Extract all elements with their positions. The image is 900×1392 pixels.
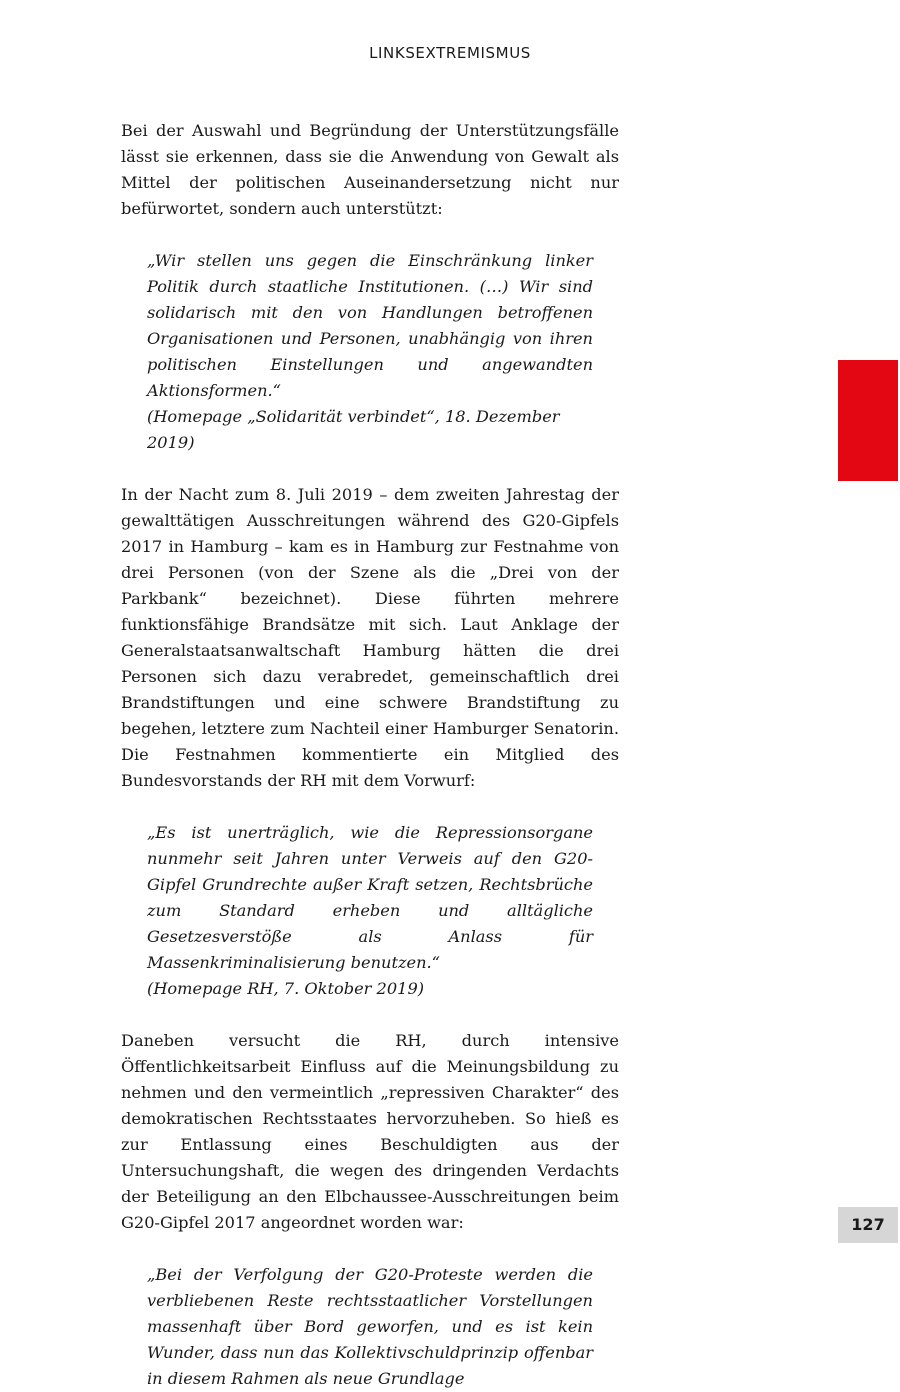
paragraph-3: Daneben versucht die RH, durch intensive Öffentlichkeitsarbeit Einfluss auf die Meinungsbildung zu nehmen und den vermeintlich „repressiven Charakter“ des demokratischen Rechtsstaates hervorzuheben. So hieß es zur Entlassung eines Beschuldigten aus der Untersuchungshaft, die wegen des dringenden Verdachts der Beteiligung an den Elbchaussee-Ausschreitungen beim G20-Gipfel 2017 angeordnet worden war: xyxy=(121,1031,619,1232)
block-quote-1 xyxy=(121,248,619,456)
quote-3-text: „Bei der Verfolgung der G20-Proteste werden die verbliebenen Reste rechtsstaatlicher Vorstellungen massenhaft über Bord geworfen, und es ist kein Wunder, dass nun das Kollektivschuldprinzip offenbar in diesem Rahmen als neue Grundlage xyxy=(147,1265,593,1388)
quote-1-text: „Wir stellen uns gegen die Einschränkung linker Politik durch staatliche Institutionen. (…) Wir sind solidarisch mit den von Handlungen betroffenen Organisationen und Personen, unabhängig von ihren politischen Einstellungen und angewandten Aktionsformen.“ xyxy=(147,251,593,400)
main-text xyxy=(121,118,619,1392)
quote-1-source: (Homepage „Solidarität verbindet“, 18. Dezember 2019) xyxy=(147,407,560,452)
running-head: LINKSEXTREMISMUS xyxy=(369,44,531,62)
page-number: 127 xyxy=(838,1207,898,1243)
block-quote-3 xyxy=(121,1262,619,1392)
paragraph-2: In der Nacht zum 8. Juli 2019 – dem zweiten Jahrestag der gewalttätigen Ausschreitungen während des G20-Gipfels 2017 in Hamburg – kam es in Hamburg zur Festnahme von drei Personen (von der Szene als die „Drei von der Parkbank“ bezeichnet). Diese führten mehrere funktionsfähige Brandsätze mit sich. Laut Anklage der Generalstaatsanwaltschaft Hamburg hätten die drei Personen sich dazu verabredet, gemeinschaftlich drei Brandstiftungen und eine schwere Brandstiftung zu begehen, letztere zum Nachteil einer Hamburger Senatorin. Die Festnahmen kommentierte ein Mitglied des Bundesvorstands der RH mit dem Vorwurf: xyxy=(121,485,619,790)
section-tab-marker xyxy=(838,360,898,481)
quote-2-source: (Homepage RH, 7. Oktober 2019) xyxy=(147,979,425,998)
quote-2-text: „Es ist unerträglich, wie die Repressionsorgane nunmehr seit Jahren unter Verweis auf den G20-Gipfel Grundrechte außer Kraft setzen, Rechtsbrüche zum Standard erheben und alltägliche Gesetzesverstöße als Anlass für Massenkriminalisierung benutzen.“ xyxy=(147,823,593,972)
block-quote-2 xyxy=(121,820,619,1002)
paragraph-1: Bei der Auswahl und Begründung der Unterstützungsfälle lässt sie erkennen, dass sie die Anwendung von Gewalt als Mittel der politischen Auseinandersetzung nicht nur befürwortet, sondern auch unterstützt: xyxy=(121,121,619,218)
